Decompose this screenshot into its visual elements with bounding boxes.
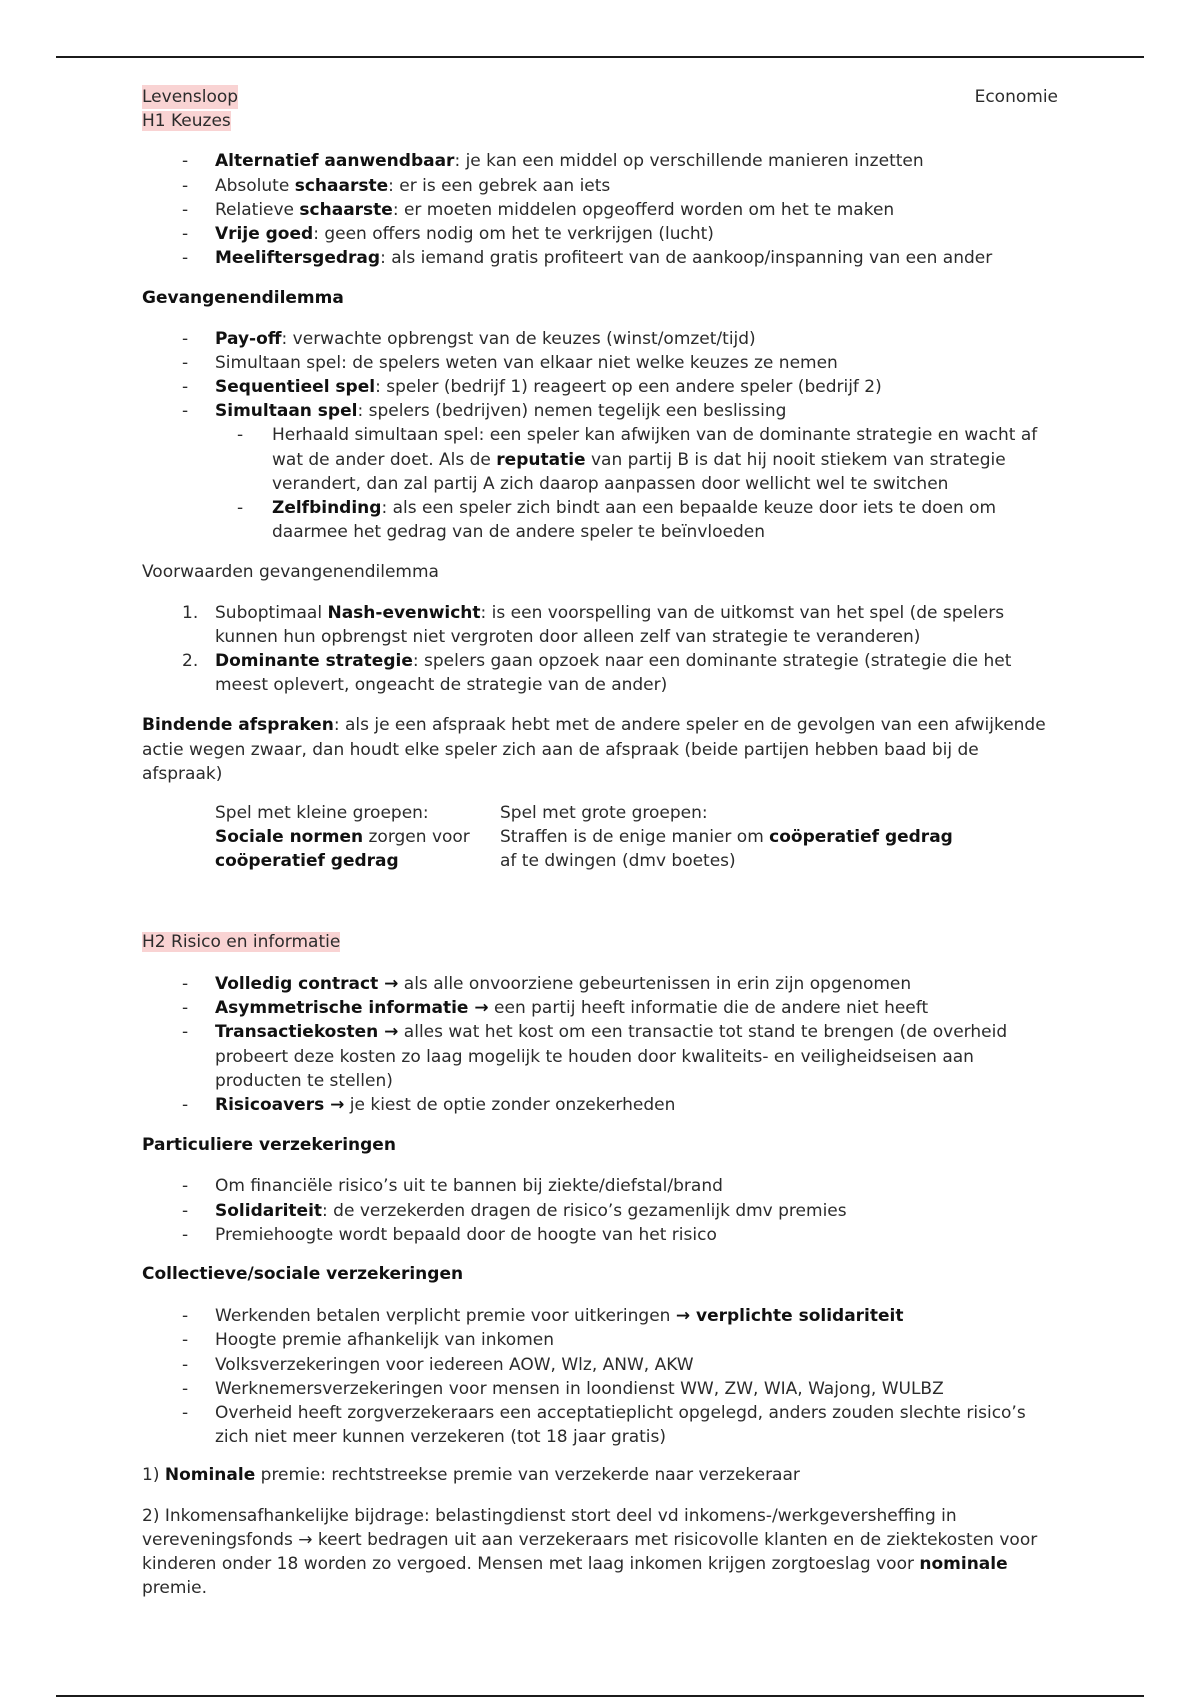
list-item-text bbox=[215, 1201, 847, 1221]
voorwaarden-list bbox=[142, 601, 1058, 698]
bold-term: Nash-evenwicht bbox=[327, 602, 481, 623]
text-run: af te dwingen (dmv boetes) bbox=[500, 851, 736, 872]
bullet-dash: - bbox=[182, 1378, 189, 1399]
bullet-dash: - bbox=[182, 1330, 189, 1351]
text-run: Herhaald simultaan spel: een speler kan afwijken van de dominante strategie en wacht af wat de ander doet. Als de bbox=[272, 425, 1038, 470]
list-item-text bbox=[215, 998, 928, 1018]
numbered-item-text bbox=[215, 651, 1011, 695]
bold-term: coöperatief gedrag bbox=[769, 827, 953, 848]
bold-term: coöperatief gedrag bbox=[215, 851, 399, 872]
text-run: Suboptimaal bbox=[215, 602, 328, 623]
text-run: Overheid heeft zorgverzekeraars een acceptatieplicht opgelegd, anders zouden slechte risico’s zich niet meer kunnen verzekeren (tot 18 jaar gratis) bbox=[215, 1402, 1026, 1448]
list-item bbox=[142, 1223, 1058, 1247]
list-item bbox=[142, 1093, 1058, 1117]
column-text bbox=[215, 825, 485, 873]
list-item-text bbox=[215, 1379, 944, 1399]
text-run: Om financiële risico’s uit te bannen bij ziekte/diefstal/brand bbox=[215, 1176, 723, 1197]
bullet-dash: - bbox=[182, 998, 189, 1019]
chapter-title-h1: H1 Keuzes bbox=[142, 111, 231, 132]
text-run: Relatieve bbox=[215, 199, 300, 220]
list-item bbox=[142, 327, 1058, 351]
sub-bullet-dash: - bbox=[237, 425, 244, 446]
bold-term: Transactiekosten → bbox=[215, 1022, 399, 1043]
text-run: : de verzekerden dragen de risico’s gezamenlijk dmv premies bbox=[322, 1200, 847, 1221]
bold-term: Volledig contract → bbox=[215, 973, 399, 994]
text-run: : als iemand gratis profiteert van de aankoop/inspanning van een ander bbox=[380, 248, 993, 269]
bold-term: Sociale normen bbox=[215, 827, 364, 848]
number-marker: 1. bbox=[182, 602, 199, 623]
text-run: je kiest de optie zonder onzekerheden bbox=[344, 1094, 676, 1115]
bold-term: schaarste bbox=[294, 175, 389, 196]
bold-term: Solidariteit bbox=[215, 1200, 323, 1221]
list-item bbox=[142, 222, 1058, 246]
list-item bbox=[142, 399, 1058, 423]
text-run: 1) bbox=[142, 1465, 165, 1486]
document-header bbox=[142, 85, 1058, 109]
bold-term: Zelfbinding bbox=[272, 498, 382, 519]
text-run: : als een speler zich bindt aan een bepaalde keuze door iets te doen om daarmee het gedrag van de andere speler te beïnvloeden bbox=[272, 498, 997, 543]
paragraph-inkomensafhankelijke-bijdrage bbox=[142, 1504, 1058, 1601]
list-item bbox=[142, 1304, 1058, 1328]
list-item-text bbox=[215, 329, 756, 349]
sub-list-item-text bbox=[272, 425, 1037, 493]
bullet-dash: - bbox=[182, 352, 189, 373]
bullet-dash: - bbox=[182, 1094, 189, 1115]
text-run: Absolute bbox=[215, 175, 295, 196]
collectieve-verzekeringen-list bbox=[142, 1304, 1058, 1449]
text-run: premie. bbox=[142, 1578, 208, 1599]
list-item-text bbox=[215, 1095, 675, 1115]
numbered-item-text bbox=[215, 603, 1004, 647]
text-run: 2) Inkomensafhankelijke bijdrage: belastingdienst stort deel vd inkomens-/werkgeversheffing in vereveningsfonds → keert bedragen uit aan verzekeraars met risicovolle klanten en de ziektekosten voor kinderen onder 18 worden zo vergoed. Mensen met laag inkomen krijgen zorgtoeslag voor bbox=[142, 1505, 1038, 1574]
text-run: als alle onvoorziene gebeurtenissen in erin zijn opgenomen bbox=[398, 973, 912, 994]
text-run: alles wat het kost om een transactie tot stand te brengen (de overheid probeert deze kosten zo laag mogelijk te houden door kwaliteits- en veiligheidseisen aan producten te stellen) bbox=[215, 1022, 1008, 1091]
list-item-text bbox=[215, 1176, 723, 1196]
list-item-text bbox=[215, 377, 882, 397]
text-run: Premiehoogte wordt bepaald door de hoogte van het risico bbox=[215, 1224, 717, 1245]
bullet-dash: - bbox=[182, 175, 189, 196]
column-text bbox=[500, 825, 955, 873]
text-run: : er is een gebrek aan iets bbox=[388, 175, 611, 196]
sub-list-item-text bbox=[272, 498, 996, 542]
section-heading-particuliere-verzekeringen: Particuliere verzekeringen bbox=[142, 1135, 396, 1156]
list-item-text bbox=[215, 974, 911, 994]
column-small-groups bbox=[215, 801, 500, 874]
bold-term: Meeliftersgedrag bbox=[215, 248, 381, 269]
bold-term: Dominante strategie bbox=[215, 651, 413, 672]
text-run: zorgen voor bbox=[363, 827, 470, 848]
bullet-dash: - bbox=[182, 973, 189, 994]
text-run: : je kan een middel op verschillende manieren inzetten bbox=[454, 151, 924, 172]
list-item-text bbox=[215, 1225, 717, 1245]
list-item-text bbox=[215, 176, 610, 196]
text-run: Simultaan spel: de spelers weten van elkaar niet welke keuzes ze nemen bbox=[215, 352, 838, 373]
text-run: van partij B is dat hij nooit stiekem van strategie verandert, dan zal partij A zich daarop aanpassen door wellicht wel te switchen bbox=[272, 449, 1006, 494]
list-item-text bbox=[215, 200, 894, 220]
bold-term: Bindende afspraken bbox=[142, 715, 334, 736]
list-item-text bbox=[215, 1022, 1007, 1090]
list-item-text bbox=[215, 151, 924, 171]
text-run: Werknemersverzekeringen voor mensen in loondienst WW, ZW, WIA, Wajong, WULBZ bbox=[215, 1378, 944, 1399]
section-heading-voorwaarden: Voorwaarden gevangenendilemma bbox=[142, 562, 439, 583]
document-title: Levensloop bbox=[142, 85, 238, 109]
list-item bbox=[142, 351, 1058, 375]
list-item bbox=[142, 1199, 1058, 1223]
bullet-dash: - bbox=[182, 401, 189, 422]
chapter-title-h2: H2 Risico en informatie bbox=[142, 931, 341, 952]
h2-terms-list bbox=[142, 972, 1058, 1117]
chapter-heading-h1 bbox=[142, 109, 1058, 133]
bold-term: Risicoavers → bbox=[215, 1094, 345, 1115]
bullet-dash: - bbox=[182, 377, 189, 398]
list-item bbox=[142, 246, 1058, 270]
column-label: Spel met kleine groepen: bbox=[215, 803, 429, 824]
list-item bbox=[142, 1328, 1058, 1352]
list-item-text bbox=[215, 1330, 554, 1350]
bold-term: nominale bbox=[919, 1553, 1008, 1574]
bullet-dash: - bbox=[182, 199, 189, 220]
header-rule bbox=[56, 56, 1144, 58]
text-run: : er moeten middelen opgeofferd worden om het te maken bbox=[392, 199, 895, 220]
text-run: : geen offers nodig om het te verkrijgen (lucht) bbox=[313, 224, 714, 245]
list-item bbox=[142, 149, 1058, 173]
number-marker: 2. bbox=[182, 651, 199, 672]
numbered-item bbox=[142, 601, 1058, 649]
text-run: : spelers (bedrijven) nemen tegelijk een beslissing bbox=[357, 401, 787, 422]
gevangenendilemma-list bbox=[142, 327, 1058, 545]
list-item bbox=[142, 1401, 1058, 1449]
chapter-heading-h2 bbox=[142, 930, 1058, 954]
list-item-text bbox=[215, 224, 714, 244]
text-run: Werkenden betalen verplicht premie voor uitkeringen bbox=[215, 1306, 676, 1327]
bold-term: schaarste bbox=[299, 199, 393, 220]
sub-list-item bbox=[142, 423, 1058, 496]
text-run: : spelers gaan opzoek naar een dominante strategie (strategie die het meest oplevert, ongeacht de strategie van de ander) bbox=[215, 651, 1012, 696]
column-label: Spel met grote groepen: bbox=[500, 803, 708, 824]
numbered-item bbox=[142, 649, 1058, 697]
list-item bbox=[142, 972, 1058, 996]
bullet-dash: - bbox=[182, 1306, 189, 1327]
text-run: : als je een afspraak hebt met de andere speler en de gevolgen van een afwijkende actie wegen zwaar, dan houdt elke speler zich aan de afspraak (beide partijen hebben baad bij de afspraak) bbox=[142, 715, 1046, 784]
footer-rule bbox=[56, 1695, 1144, 1697]
list-item-text bbox=[215, 1355, 694, 1375]
bullet-dash: - bbox=[182, 1402, 189, 1423]
section-heading-gevangenendilemma: Gevangenendilemma bbox=[142, 288, 344, 309]
text-run: een partij heeft informatie die de andere niet heeft bbox=[488, 998, 929, 1019]
paragraph-bindende-afspraken bbox=[142, 713, 1058, 786]
list-item bbox=[142, 1377, 1058, 1401]
text-run: Straffen is de enige manier om bbox=[500, 827, 770, 848]
paragraph-nominale-premie bbox=[142, 1463, 1058, 1487]
list-item bbox=[142, 198, 1058, 222]
bullet-dash: - bbox=[182, 1200, 189, 1221]
text-run: : speler (bedrijf 1) reageert op een andere speler (bedrijf 2) bbox=[375, 377, 882, 398]
bold-term: Asymmetrische informatie → bbox=[215, 998, 489, 1019]
text-run: premie: rechtstreekse premie van verzekerde naar verzekeraar bbox=[255, 1465, 800, 1486]
bold-term: Vrije goed bbox=[215, 224, 314, 245]
list-item bbox=[142, 375, 1058, 399]
list-item bbox=[142, 1020, 1058, 1093]
bold-term: Simultaan spel bbox=[215, 401, 358, 422]
bold-term: reputatie bbox=[496, 449, 586, 470]
bullet-dash: - bbox=[182, 1022, 189, 1043]
bullet-dash: - bbox=[182, 224, 189, 245]
sub-bullet-dash: - bbox=[237, 498, 244, 519]
section-heading-collectieve-verzekeringen: Collectieve/sociale verzekeringen bbox=[142, 1263, 464, 1284]
subject-label: Economie bbox=[974, 87, 1058, 107]
column-large-groups bbox=[500, 801, 955, 874]
bold-term: → verplichte solidariteit bbox=[675, 1306, 904, 1327]
list-item bbox=[142, 1353, 1058, 1377]
list-item bbox=[142, 174, 1058, 198]
bullet-dash: - bbox=[182, 1354, 189, 1375]
bold-term: Alternatief aanwendbaar bbox=[215, 151, 455, 172]
text-run: : is een voorspelling van de uitkomst van het spel (de spelers kunnen hun opbrengst niet vergroten door alleen zelf van strategie te veranderen) bbox=[215, 602, 1005, 647]
list-item-text bbox=[215, 353, 838, 373]
bold-term: Pay-off bbox=[215, 328, 282, 349]
bold-term: Sequentieel spel bbox=[215, 377, 376, 398]
bold-term: Nominale bbox=[164, 1465, 256, 1486]
group-comparison bbox=[215, 801, 1058, 874]
document-body bbox=[142, 85, 1058, 1600]
bullet-dash: - bbox=[182, 248, 189, 269]
sub-list-item bbox=[142, 496, 1058, 544]
text-run: Volksverzekeringen voor iedereen AOW, Wlz, ANW, AKW bbox=[215, 1354, 694, 1375]
text-run: : verwachte opbrengst van de keuzes (winst/omzet/tijd) bbox=[281, 328, 756, 349]
list-item-text bbox=[215, 248, 992, 268]
bullet-dash: - bbox=[182, 1176, 189, 1197]
list-item bbox=[142, 996, 1058, 1020]
particuliere-verzekeringen-list bbox=[142, 1174, 1058, 1247]
list-item-text bbox=[215, 1403, 1026, 1447]
list-item bbox=[142, 1174, 1058, 1198]
list-item-text bbox=[215, 1306, 904, 1326]
bullet-dash: - bbox=[182, 151, 189, 172]
h1-terms-list bbox=[142, 149, 1058, 270]
bullet-dash: - bbox=[182, 1224, 189, 1245]
bullet-dash: - bbox=[182, 328, 189, 349]
text-run: Hoogte premie afhankelijk van inkomen bbox=[215, 1330, 554, 1351]
list-item-text bbox=[215, 401, 786, 421]
